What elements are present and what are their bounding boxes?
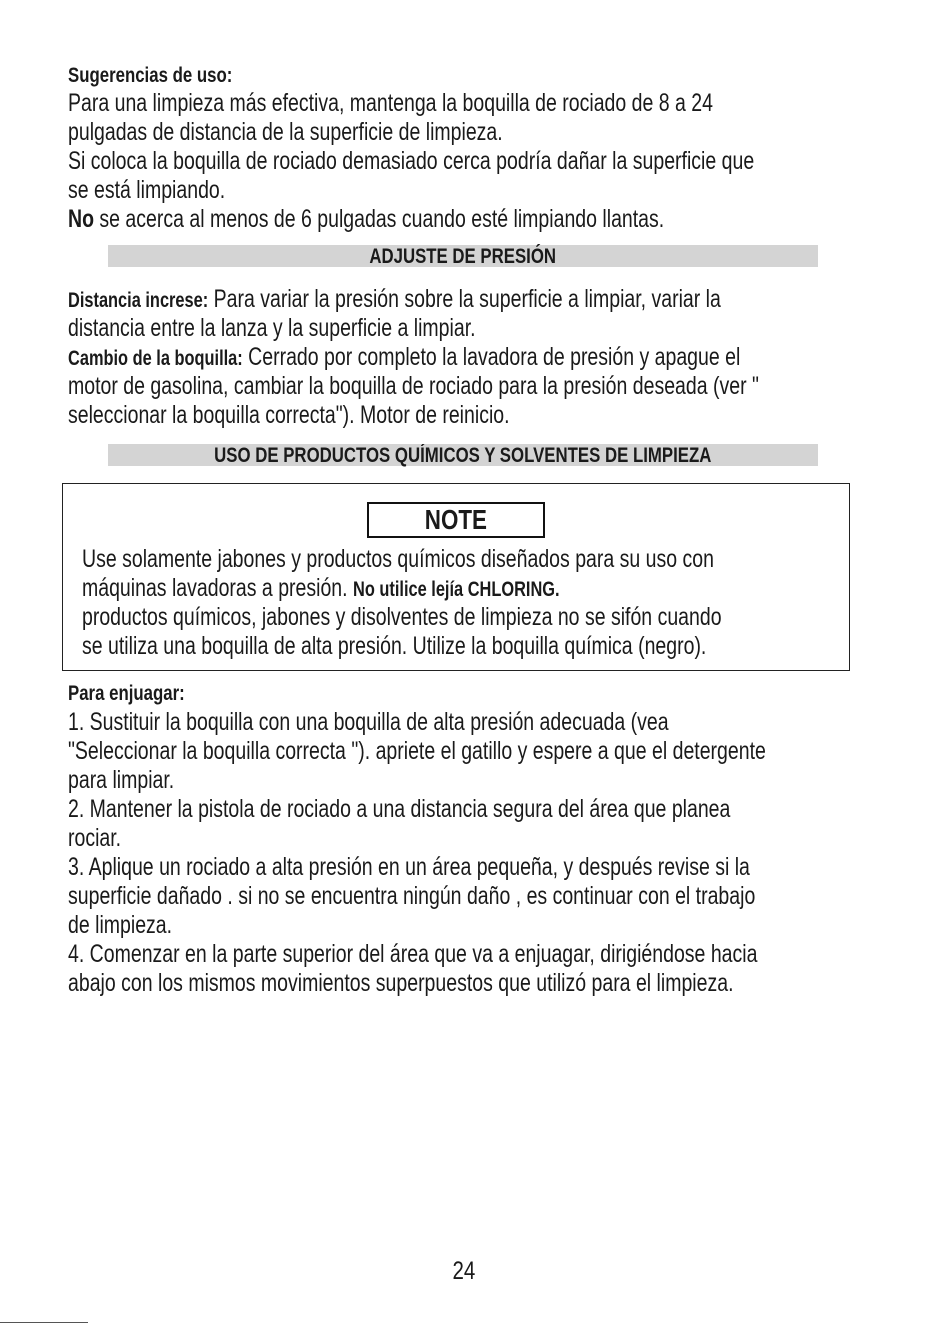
- rinse-step-line: 4. Comenzar en la parte superior del área que va a enjuagar, dirigiéndose hacia: [68, 940, 758, 968]
- footer-rule: [0, 1322, 88, 1323]
- nozzle-change-label: Cambio de la boquilla:: [68, 347, 243, 370]
- chemicals-section-bar: USO DE PRODUCTOS QUÍMICOS Y SOLVENTES DE LIMPIEZA: [108, 444, 818, 466]
- rinse-step-line: 3. Aplique un rociado a alta presión en un área pequeña, y después revise si la: [68, 853, 750, 881]
- page-number: 24: [452, 1257, 475, 1285]
- note-line: [82, 574, 694, 604]
- note-line: se utiliza una boquilla de alta presión. Utilize la boquilla química (negro).: [82, 632, 707, 660]
- usage-tips-line: Para una limpieza más efectiva, mantenga la boquilla de rociado de 8 a 24: [68, 89, 713, 117]
- rinse-step-line: para limpiar.: [68, 766, 175, 794]
- distance-text: Para variar la presión sobre la superficie a limpiar, variar la: [208, 285, 721, 313]
- tire-warning-line: [68, 205, 832, 233]
- note-line: Use solamente jabones y productos químicos diseñados para su uso con: [82, 545, 714, 573]
- distance-line: distancia entre la lanza y la superficie a limpiar.: [68, 314, 476, 342]
- usage-tips-line: Si coloca la boquilla de rociado demasiado cerca podría dañar la superficie que: [68, 147, 755, 175]
- usage-tips-heading: Sugerencias de uso:: [68, 64, 233, 87]
- pressure-section-bar: ADJUSTE DE PRESIÓN: [108, 245, 818, 267]
- note-label: NOTE: [367, 502, 545, 538]
- rinse-step-line: 2. Mantener la pistola de rociado a una distancia segura del área que planea: [68, 795, 731, 823]
- distance-label: Distancia increse:: [68, 289, 209, 312]
- rinse-heading: Para enjuagar:: [68, 682, 185, 705]
- nozzle-change-text: Cerrado por completo la lavadora de presión y apague el: [242, 343, 741, 371]
- rinse-step-line: de limpieza.: [68, 911, 173, 939]
- note-line: productos químicos, jabones y disolventes de limpieza no se sifón cuando: [82, 603, 722, 631]
- nozzle-change-line: seleccionar la boquilla correcta"). Motor de reinicio.: [68, 401, 510, 429]
- rinse-step-line: superficie dañado . si no se encuentra ningún daño , es continuar con el trabajo: [68, 882, 756, 910]
- usage-tips-line: se está limpiando.: [68, 176, 226, 204]
- rinse-step-line: rociar.: [68, 824, 122, 852]
- tire-warning-text: se acerca al menos de 6 pulgadas cuando esté limpiando llantas.: [93, 205, 665, 233]
- tire-warning-bold: No: [68, 205, 94, 233]
- note-text: máquinas lavadoras a presión.: [82, 574, 354, 602]
- bleach-warning: No utilice lejía CHLORING.: [353, 578, 560, 601]
- rinse-step-line: abajo con los mismos movimientos superpuestos que utilizó para el limpieza.: [68, 969, 734, 997]
- nozzle-change-line: motor de gasolina, cambiar la boquilla de rociado para la presión deseada (ver ": [68, 372, 759, 400]
- nozzle-change-line: [68, 343, 927, 373]
- distance-line: [68, 285, 905, 315]
- rinse-step-line: "Seleccionar la boquilla correcta "). apriete el gatillo y espere a que el detergente: [68, 737, 766, 765]
- usage-tips-line: pulgadas de distancia de la superficie de limpieza.: [68, 118, 503, 146]
- rinse-step-line: 1. Sustituir la boquilla con una boquilla de alta presión adecuada (vea: [68, 708, 669, 736]
